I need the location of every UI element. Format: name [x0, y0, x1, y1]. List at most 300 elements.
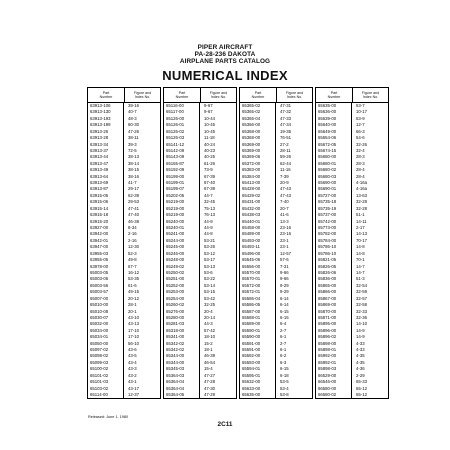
part-number-cell: 65244-00 [164, 238, 200, 244]
figure-index-cell: 15-2 [204, 340, 213, 346]
figure-index-cell: 70-17 [356, 237, 367, 243]
figure-index-cell: 17-10 [128, 327, 139, 333]
part-number-cell: 65142-09 [164, 148, 200, 154]
part-number-cell: 63913-26 [88, 129, 124, 135]
index-table-4 [315, 87, 389, 399]
part-number-cell: 65249-02 [164, 264, 200, 270]
figure-index-cell: 20-9 [280, 180, 289, 186]
part-number-cell: 65103-02 [88, 386, 124, 392]
figure-index-cell: 32-33 [356, 308, 367, 314]
part-number-cell: 65003-57 [88, 289, 124, 295]
figure-index-cell: 47-40 [128, 212, 139, 218]
figure-index-cell: 47-29 [204, 391, 215, 397]
part-number-cell: 63915-14 [88, 206, 124, 212]
part-number-cell: 65219-00 [164, 212, 200, 218]
figure-index-cell: 7-31 [280, 263, 289, 269]
part-number-cell: 65365-02 [240, 103, 276, 109]
part-number-cell: 65260-02 [164, 302, 200, 308]
part-number-cell: 65101-02 [88, 373, 124, 379]
part-number-cell: 65101-03 [88, 379, 124, 385]
part-number-cell: 66580-02 [316, 392, 352, 398]
part-number-cell: 65570-00 [240, 270, 276, 276]
part-number-cell: 65735-19 [316, 206, 352, 212]
part-number-cell: 65898-01 [316, 347, 352, 353]
page-title: NUMERICAL INDEX [162, 68, 288, 83]
figure-index-cell: 7-40 [280, 199, 289, 205]
figure-index-cell: 14-9 [356, 334, 365, 340]
figure-index-cell: 4-33 [356, 347, 365, 353]
part-number-cell: 65727-00 [316, 193, 352, 199]
figure-index-cell: 20-7 [280, 205, 289, 211]
part-number-cell: 65674-15 [316, 148, 352, 154]
figure-index-cell: 53-21 [204, 237, 215, 243]
part-number-cell: 65368-00 [240, 135, 276, 141]
figure-index-cell: 4-16a [356, 180, 367, 186]
figure-index-cell: 49-15 [128, 289, 139, 295]
part-number-cell: 65097-02 [88, 347, 124, 353]
part-number-cell: 65192-09 [164, 167, 200, 173]
figure-index-cell: 53-14 [204, 282, 215, 288]
part-number-cell: 65586-05 [240, 302, 276, 308]
part-number-cell: 65254-00 [164, 296, 200, 302]
part-number-cell: 65383-00 [240, 167, 276, 173]
figure-index-cell: 14-13 [356, 231, 367, 237]
part-number-cell: 63915-20 [88, 219, 124, 225]
table-header [316, 88, 388, 103]
figure-index-cell: 9-67 [204, 109, 213, 115]
figure-index-cell: 47-43 [280, 192, 291, 198]
part-number-cell: 65545-06 [240, 257, 276, 263]
figure-index-cell: 32-25 [204, 302, 215, 308]
part-number-cell: 65003-56 [88, 283, 124, 289]
figure-index-cell: 67-39 [204, 173, 215, 179]
figure-index-cell: 28-3 [356, 160, 365, 166]
part-number-cell: 65690-01 [316, 186, 352, 192]
part-number-cell: 65493-11 [240, 244, 276, 250]
figure-index-cell: 40-25 [204, 154, 215, 160]
figure-index-cell: 6-15 [280, 308, 289, 314]
part-number-cell: 65034-01 [88, 334, 124, 340]
figure-index-cell: 12-30 [128, 244, 139, 250]
figure-index-cell: 15-4 [204, 366, 213, 372]
column-header-figure-index: Figure and Index No. [285, 91, 304, 99]
column-header-figure-index: Figure and Index No. [361, 91, 380, 99]
column-header-part-number: Part Number [88, 88, 125, 102]
figure-index-cell: 39-16 [128, 103, 139, 108]
figure-index-cell: 2-29 [356, 372, 365, 378]
part-number-cell: 65590-01 [240, 328, 276, 334]
release-date: Released: June 1, 1980 [88, 415, 129, 419]
figure-index-cell: 72-5 [128, 147, 137, 153]
part-number-cell: 63942-01 [88, 238, 124, 244]
part-number-cell: 65898-00 [316, 341, 352, 347]
figure-index-cell: 9-66 [280, 276, 289, 282]
column-header-part-number: Part Number [164, 88, 201, 102]
table-body [316, 103, 388, 398]
index-table-3 [239, 87, 313, 399]
figure-index-cell: 2-7 [280, 327, 287, 333]
figure-index-cell: 41-6 [280, 212, 289, 218]
figure-index-cell: 61-26 [204, 160, 215, 166]
part-number-cell: 65992-01 [316, 360, 352, 366]
part-number-cell: 65032-00 [88, 321, 124, 327]
part-number-cell: 65742-00 [316, 219, 352, 225]
figure-index-cell: 38-16 [128, 173, 139, 179]
figure-index-cell: 53-26 [204, 244, 215, 250]
part-number-cell: 65438-03 [240, 212, 276, 218]
figure-index-cell: 40-7 [128, 109, 137, 115]
part-number-cell: 65594-01 [240, 366, 276, 372]
figure-index-cell: 6-18 [280, 372, 289, 378]
part-number-cell: 63913-193 [88, 116, 124, 122]
part-number-cell: 65639-00 [316, 116, 352, 122]
part-number-cell: 65896-02 [316, 334, 352, 340]
part-number-cell: 65458-00 [240, 225, 276, 231]
part-number-cell: 63955-03 [88, 251, 124, 257]
figure-index-cell: 39-3 [128, 141, 137, 147]
figure-index-cell: 57-42 [204, 327, 215, 333]
part-number-cell: 65318-00 [164, 328, 200, 334]
figure-index-cell: 53-4 [280, 385, 289, 391]
table-row [316, 392, 388, 398]
figure-index-cell: 51-1 [356, 212, 365, 218]
figure-index-cell: 40-23 [204, 147, 215, 153]
part-number-cell: 65590-00 [240, 334, 276, 340]
header-catalog-name: AIRPLANE PARTS CATALOG [179, 58, 271, 66]
figure-index-cell: 56-10 [128, 340, 139, 346]
part-number-cell: 65786-10 [316, 244, 352, 250]
figure-index-cell: 14-9 [356, 327, 365, 333]
part-number-cell: 65007-00 [88, 296, 124, 302]
part-number-cell: 65649-00 [316, 129, 352, 135]
figure-index-cell: 38-15 [128, 167, 139, 173]
figure-index-cell: 9-29 [280, 289, 289, 295]
figure-index-cell: 47-31 [280, 103, 291, 108]
figure-index-cell: 10-44 [204, 115, 215, 121]
figure-index-cell: 47-33 [280, 115, 291, 121]
part-number-cell: 63913-87 [88, 186, 124, 192]
part-number-cell: 65114-00 [88, 392, 124, 398]
part-number-cell: 63913-37 [88, 148, 124, 154]
figure-index-cell: 44-8 [204, 231, 213, 237]
part-number-cell: 63913-28 [88, 135, 124, 141]
figure-index-cell: 17-10 [128, 334, 139, 340]
part-number-cell: 65165-87 [164, 161, 200, 167]
part-number-cell: 65895-00 [316, 321, 352, 327]
part-number-cell: 65141-12 [164, 142, 200, 148]
figure-index-cell: 28-1 [128, 302, 137, 308]
part-number-cell: 65199-07 [164, 186, 200, 192]
part-number-cell: 65034-00 [88, 328, 124, 334]
header-model: PA-28-236 DAKOTA [194, 51, 256, 59]
part-number-cell: 63915-06 [88, 199, 124, 205]
part-number-cell: 65252-00 [164, 283, 200, 289]
figure-index-cell: 32-26 [356, 141, 367, 147]
figure-index-cell: 43-2 [128, 372, 137, 378]
part-number-cell: 63942-00 [88, 231, 124, 237]
figure-index-cell: 47-30 [204, 385, 215, 391]
part-number-cell: 65248-00 [164, 257, 200, 263]
part-number-cell: 65680-00 [316, 154, 352, 160]
figure-index-cell: 4-35 [356, 353, 365, 359]
part-number-cell: 65342-02 [164, 347, 200, 353]
figure-index-cell: 27-2 [280, 141, 289, 147]
figure-index-cell: 28-4 [356, 173, 365, 179]
part-number-cell: 65219-00 [164, 206, 200, 212]
figure-index-cell: 53-15 [204, 289, 215, 295]
figure-index-cell: 23-1 [280, 237, 289, 243]
part-number-cell: 65595-01 [240, 373, 276, 379]
part-number-cell: 65735-18 [316, 199, 352, 205]
part-number-cell: 63927-00 [88, 225, 124, 231]
catalog-header [0, 44, 450, 66]
part-number-cell: 65826-05 [316, 264, 352, 270]
part-number-cell: 63947-00 [88, 244, 124, 250]
figure-index-cell: 53-22 [204, 276, 215, 282]
part-number-cell: 63913-49 [88, 167, 124, 173]
part-number-cell: 65241-00 [164, 231, 200, 237]
figure-index-cell: 32-28 [356, 205, 367, 211]
figure-index-cell: 65-33 [356, 379, 367, 385]
part-number-cell: 65366-00 [240, 122, 276, 128]
part-number-cell: 65570-01 [240, 276, 276, 282]
part-number-cell: 65276-00 [164, 309, 200, 315]
part-number-cell: 65117-00 [164, 109, 200, 115]
part-number-cell: 65126-03 [164, 135, 200, 141]
column-header-part-number: Part Number [316, 88, 353, 102]
figure-index-cell: 48-3 [128, 115, 137, 121]
figure-index-cell: 53-17 [204, 257, 215, 263]
part-number-cell: 65010-08 [88, 309, 124, 315]
part-number-cell: 65586-04 [240, 296, 276, 302]
part-number-cell: 65635-00 [240, 392, 276, 398]
figure-index-cell: 11-16 [280, 167, 291, 173]
part-number-cell: 65344-00 [164, 353, 200, 359]
figure-index-cell: 47-43 [280, 186, 291, 192]
figure-index-cell: 67-39 [204, 186, 215, 192]
part-number-cell: 65633-00 [240, 386, 276, 392]
figure-index-cell: 6-14 [280, 302, 289, 308]
part-number-cell: 65680-01 [316, 161, 352, 167]
figure-index-cell: 49-8 [128, 257, 137, 263]
figure-index-cell: 40-24 [204, 141, 215, 147]
part-number-cell: 65572-01 [240, 289, 276, 295]
part-number-cell: 65240-00 [164, 219, 200, 225]
figure-index-cell: 73-9 [204, 167, 213, 173]
figure-index-cell: 32-58 [356, 302, 367, 308]
figure-index-cell: 47-32 [280, 109, 291, 115]
part-number-cell: 65636-00 [316, 109, 352, 115]
figure-index-cell: 32-36 [356, 314, 367, 320]
figure-index-cell: 7-39 [280, 173, 289, 179]
part-number-cell: 65680-02 [316, 167, 352, 173]
figure-index-cell: 53-12 [204, 250, 215, 256]
figure-index-cell: 20-4 [204, 308, 213, 314]
figure-index-cell: 8-34 [128, 225, 137, 231]
figure-index-cell: 67-7 [128, 263, 137, 269]
figure-index-cell: 10-45 [204, 122, 215, 128]
figure-index-cell: 2-7 [280, 340, 287, 346]
part-number-cell: 65635-00 [316, 103, 352, 109]
part-number-cell: 65219-00 [164, 199, 200, 205]
figure-index-cell: 19-35 [280, 128, 291, 134]
figure-index-cell: 43-6 [128, 347, 137, 353]
part-number-cell: 65365-02 [240, 109, 276, 115]
part-number-cell: 65413-00 [240, 180, 276, 186]
figure-index-cell: 62-44 [280, 160, 291, 166]
figure-index-cell: 11-18 [204, 135, 215, 141]
table-row [164, 392, 236, 398]
figure-index-cell: 14-8 [356, 244, 365, 250]
figure-index-cell: 14-11 [356, 218, 367, 224]
figure-index-cell: 29-17 [128, 186, 139, 192]
part-number-cell: 65489-00 [240, 231, 276, 237]
figure-index-cell: 62-39 [128, 192, 139, 198]
figure-index-cell: 44-9 [204, 218, 213, 224]
part-number-cell: 65591-00 [240, 347, 276, 353]
figure-index-cell: 20-12 [128, 295, 139, 301]
part-number-cell: 66580-00 [316, 386, 352, 392]
part-number-cell: 65050-00 [88, 341, 124, 347]
figure-index-cell: 6-15 [280, 314, 289, 320]
table-header [88, 88, 160, 103]
part-number-cell: 65246-00 [164, 251, 200, 257]
figure-index-cell: 54-6 [356, 135, 365, 141]
part-number-cell: 65342-02 [164, 341, 200, 347]
figure-index-cell: 65-12 [356, 385, 367, 391]
figure-index-cell: 60-30 [128, 122, 139, 128]
figure-index-cell: 6-3 [280, 359, 287, 365]
part-number-cell: 65345-03 [164, 366, 200, 372]
part-number-cell: 63913-199 [88, 122, 124, 128]
part-number-cell: 65251-00 [164, 276, 200, 282]
part-number-cell: 65992-00 [316, 353, 352, 359]
part-number-cell: 65100-02 [88, 366, 124, 372]
figure-index-cell: 32-28 [356, 199, 367, 205]
part-number-cell: 65116-00 [164, 103, 200, 109]
figure-index-cell: 57-6 [280, 257, 289, 263]
figure-index-cell: 47-34 [280, 122, 291, 128]
figure-index-cell: 53-6 [204, 269, 213, 275]
part-number-cell: 63913-106 [88, 103, 124, 109]
figure-index-cell: 43-4 [128, 359, 137, 365]
index-table-1 [87, 87, 161, 399]
figure-index-cell: 23-16 [280, 225, 291, 231]
part-number-cell: 65369-06 [240, 154, 276, 160]
figure-index-cell: 2-16 [128, 237, 137, 243]
figure-index-cell: 2-16 [128, 231, 137, 237]
figure-index-cell: 53-8 [280, 391, 289, 397]
figure-index-cell: 32-4 [356, 147, 365, 153]
figure-index-cell: 53-42 [204, 295, 215, 301]
part-number-cell: 65870-00 [316, 309, 352, 315]
figure-index-cell: 4-36 [356, 366, 365, 372]
figure-index-cell: 46-54 [204, 359, 215, 365]
figure-index-cell: 43-1 [128, 379, 137, 385]
part-number-cell: 65364-04 [164, 386, 200, 392]
part-number-cell: 65826-06 [316, 270, 352, 276]
figure-index-cell: 38-11 [128, 135, 139, 141]
part-number-cell: 65737-00 [316, 212, 352, 218]
part-number-cell: 65280-00 [164, 315, 200, 321]
figure-index-cell: 44-3 [204, 321, 213, 327]
part-number-cell: 65341-00 [164, 334, 200, 340]
part-number-cell: 65003-06 [88, 276, 124, 282]
figure-index-cell: 10-45 [204, 128, 215, 134]
part-number-cell: 65099-03 [88, 360, 124, 366]
figure-index-cell: 47-28 [204, 379, 215, 385]
figure-index-cell: 61-6 [128, 282, 137, 288]
figure-index-cell: 53-35 [128, 276, 139, 282]
part-number-cell: 63913-34 [88, 142, 124, 148]
part-number-cell: 65432-00 [240, 206, 276, 212]
figure-index-cell: 23-1 [280, 244, 289, 250]
part-number-cell: 63913-69 [88, 180, 124, 186]
figure-index-cell: 41-7 [128, 180, 137, 186]
table-header [240, 88, 312, 103]
figure-index-cell: 76-13 [204, 212, 215, 218]
figure-index-cell: 18-10 [204, 334, 215, 340]
part-number-cell: 65588-01 [240, 315, 276, 321]
figure-index-cell: 14-7 [356, 263, 365, 269]
figure-index-cell: 12-37 [128, 391, 139, 397]
figure-index-cell: 46-38 [128, 218, 139, 224]
index-table-2 [163, 87, 237, 399]
figure-index-cell: 38-13 [128, 154, 139, 160]
part-number-cell: 65364-04 [164, 379, 200, 385]
part-number-cell: 65240-01 [164, 225, 200, 231]
figure-index-cell: 43-3 [128, 366, 137, 372]
figure-index-cell: 47-41 [128, 205, 139, 211]
part-number-cell: 65364-03 [164, 373, 200, 379]
part-number-cell: 65431-00 [240, 199, 276, 205]
part-number-cell: 65030-07 [88, 315, 124, 321]
table-header [164, 88, 236, 103]
figure-index-cell: 20-1 [128, 308, 137, 314]
figure-index-cell: 14-7 [356, 269, 365, 275]
figure-index-cell: 46-39 [204, 353, 215, 359]
part-number-cell: 65782-00 [316, 231, 352, 237]
part-number-cell: 65250-02 [164, 270, 200, 276]
figure-index-cell: 53-5 [280, 379, 289, 385]
figure-index-cell: 70-1 [356, 257, 365, 263]
figure-index-cell: 14-8 [356, 250, 365, 256]
column-header-part-number: Part Number [240, 88, 277, 102]
figure-index-cell: 59-26 [280, 154, 291, 160]
part-number-cell: 65690-00 [316, 180, 352, 186]
part-number-cell: 65126-02 [164, 129, 200, 135]
part-number-cell: 65368-00 [240, 129, 276, 135]
figure-index-cell: 47-27 [204, 372, 215, 378]
figure-index-cell: 4-33 [356, 340, 365, 346]
figure-index-cell: 23-16 [280, 231, 291, 237]
part-number-cell: 65364-05 [164, 392, 200, 398]
part-number-cell: 65143-09 [164, 154, 200, 160]
figure-index-cell: 32-57 [356, 295, 367, 301]
part-number-cell: 65003-05 [88, 270, 124, 276]
figure-index-cell: 53-9 [356, 115, 365, 121]
part-number-cell: 65593-00 [240, 360, 276, 366]
figure-index-cell: 2-17 [356, 225, 365, 231]
part-number-cell: 65869-00 [316, 302, 352, 308]
page-number: 2C11 [217, 421, 233, 428]
part-number-cell: 65589-00 [240, 321, 276, 327]
figure-index-cell: 6-2 [280, 353, 287, 359]
figure-index-cell: 28-4 [356, 167, 365, 173]
figure-index-cell: 38-14 [128, 160, 139, 166]
part-number-cell: 65592-00 [240, 353, 276, 359]
figure-index-cell: 6-4 [280, 321, 287, 327]
